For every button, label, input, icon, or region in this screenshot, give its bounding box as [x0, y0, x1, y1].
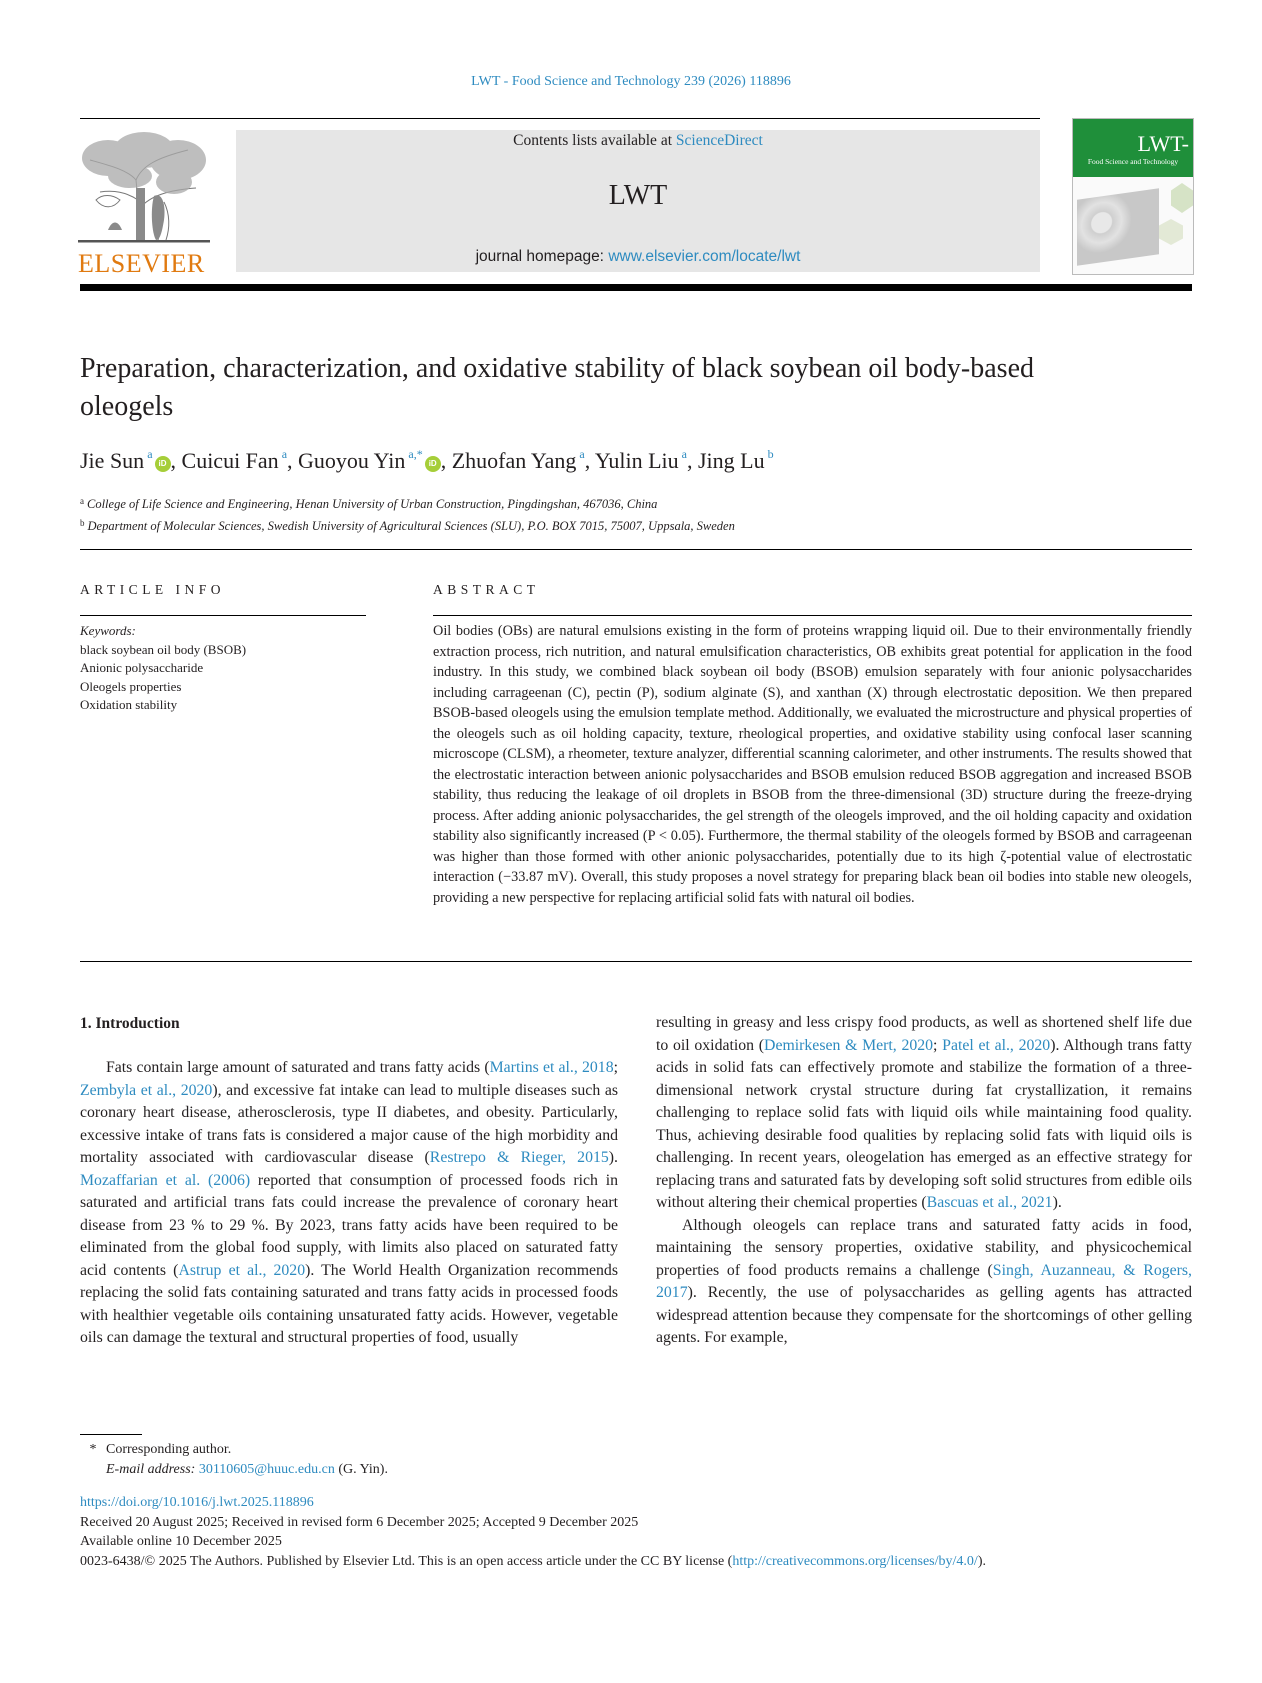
affiliation-marker[interactable]: a — [281, 447, 288, 461]
contents-line — [236, 132, 1040, 150]
keyword: Oxidation stability — [80, 697, 178, 712]
author-name[interactable]: Zhuofan Yang — [451, 448, 577, 473]
author[interactable] — [80, 448, 171, 473]
affiliation-marker[interactable]: a — [579, 447, 585, 461]
paragraph: Although oleogels can replace trans and saturated fatty acids in food, maintaining the sensory properties, oxidative stability, and physicochemical properties of food products remains a challenge (Singh, Auzanneau, & Rogers, 2017). Recently, the use of polysaccharides as gelling agents has attracted widespread attention because they compensate for the shortcomings of other gelling agents. For example, — [656, 1216, 1193, 1346]
body-column-left — [80, 1057, 618, 1350]
citation-link[interactable]: Zembyla et al., 2020 — [80, 1081, 213, 1099]
publication-info — [80, 1493, 986, 1571]
article-history: Received 20 August 2025; Received in revised form 6 December 2025; Accepted 9 December 2025 — [80, 1514, 639, 1530]
affiliation-marker[interactable]: b — [767, 447, 774, 461]
running-head[interactable]: LWT - Food Science and Technology 239 (2026) 118896 — [471, 74, 791, 89]
citation-link[interactable]: Restrepo & Rieger, 2015 — [429, 1149, 609, 1166]
article-info-heading: ARTICLE INFO — [80, 582, 226, 597]
affiliation — [80, 514, 735, 536]
elsevier-logo[interactable] — [78, 130, 210, 278]
citation-link[interactable]: Patel et al., 2020 — [942, 1036, 1051, 1054]
homepage-prefix: journal homepage: — [475, 248, 609, 265]
citation-link[interactable]: Demirkesen & Mert, 2020 — [764, 1036, 934, 1054]
author[interactable] — [595, 448, 687, 473]
affiliation-marker[interactable]: a — [681, 447, 687, 461]
corresponding-label: Corresponding author. — [106, 1442, 232, 1457]
journal-banner — [236, 130, 1040, 272]
section-heading-introduction: 1. Introduction — [80, 1015, 180, 1032]
corresponding-author-note — [80, 1440, 388, 1460]
orcid-icon[interactable]: iD — [155, 456, 171, 472]
email-label: E-mail address: — [106, 1462, 196, 1477]
elsevier-wordmark: ELSEVIER — [78, 249, 205, 278]
author[interactable] — [698, 448, 774, 473]
footnote-rule — [80, 1434, 142, 1435]
license-prefix: 0023-6438/© 2025 The Authors. Published by Elsevier Ltd. This is an open access article under the CC BY license ( — [80, 1553, 733, 1569]
keyword-list — [80, 641, 246, 715]
author-name[interactable]: Guoyou Yin — [298, 448, 406, 473]
article-info-rule — [80, 615, 366, 616]
homepage-line — [236, 248, 1040, 266]
separator: , — [170, 448, 182, 473]
author-name[interactable]: Yulin Liu — [594, 448, 679, 473]
email-note — [80, 1460, 388, 1480]
journal-name: LWT — [608, 180, 668, 211]
citation-link[interactable]: Martins et al., 2018 — [489, 1059, 614, 1076]
paragraph: Fats contain large amount of saturated and trans fatty acids (Martins et al., 2018; Zembyla et al., 2020), and excessive fat intake can lead to multiple diseases such as coronary heart disease, atherosclerosis, type II diabetes, and obesity. Particularly, excessive intake of trans fats is considered a major cause of the high morbidity and mortality associated with cardiovascular disease (Restrepo & Rieger, 2015). Mozaffarian et al. (2006) reported that consumption of processed foods rich in saturated and artificial trans fats could increase the prevalence of coronary heart disease from 23 % to 29 %. By 2023, trans fatty acids have been required to be eliminated from the global food supply, with limits also placed on saturated fatty acid contents (Astrup et al., 2020). The World Health Organization recommends replacing the solid fats containing saturated and trans fatty acids in processed foods with healthier vegetable oils containing unsaturated fatty acids. However, vegetable oils can damage the textural and structural properties of food, usually — [80, 1059, 618, 1346]
affiliation — [80, 492, 735, 514]
keyword: Anionic polysaccharide — [80, 660, 204, 675]
citation-link[interactable]: Astrup et al., 2020 — [178, 1261, 306, 1279]
author-name[interactable]: Jie Sun — [80, 448, 145, 473]
separator: , — [440, 448, 452, 473]
cover-image — [1077, 188, 1159, 266]
separator: , — [686, 448, 698, 473]
affiliation-mark: a — [80, 496, 84, 506]
article-title: Preparation, characterization, and oxidative stability of black soybean oil body-based oleogels — [80, 353, 1035, 422]
doi-link[interactable]: https://doi.org/10.1016/j.lwt.2025.118896 — [80, 1495, 314, 1510]
abstract-bottom-rule — [80, 961, 1192, 962]
affiliation-text: Department of Molecular Sciences, Swedish University of Agricultural Sciences (SLU), P.O. BOX 7015, 75007, Uppsala, Sweden — [87, 519, 735, 533]
author[interactable] — [182, 448, 288, 473]
license-link[interactable]: http://creativecommons.org/licenses/by/4.0/ — [732, 1553, 978, 1569]
keywords-label: Keywords: — [80, 623, 136, 638]
email-suffix: (G. Yin). — [334, 1462, 388, 1477]
journal-cover-thumbnail[interactable] — [1072, 118, 1194, 275]
citation-link[interactable]: Singh, Auzanneau, & Rogers, 2017 — [656, 1261, 1193, 1301]
author[interactable] — [452, 448, 585, 473]
abstract-heading: ABSTRACT — [433, 582, 540, 597]
body-column-right — [656, 1012, 1192, 1350]
available-online: Available online 10 December 2025 — [80, 1534, 282, 1549]
affiliations — [80, 492, 735, 536]
author-name[interactable]: Cuicui Fan — [181, 448, 279, 473]
paragraph: resulting in greasy and less crispy food products, as well as shortened shelf life due to oil oxidation (Demirkesen & Mert, 2020; Patel et al., 2020). Although trans fatty acids in solid fats can effectively promote and stabilize the formation of a three-dimensional network crystal structure during fat crystallization, it remains challenging to replace solid fats with liquid oils while maintaining food quality. Thus, achieving desirable food qualities by replacing solid fats with liquid oils is challenging. In recent years, oleogelation has emerged as an effective strategy for replacing trans and saturated fats by developing soft solid structures from edible oils without altering their chemical properties (Bascuas et al., 2021). — [656, 1014, 1192, 1211]
affiliation-marker[interactable]: a — [147, 447, 153, 461]
cover-hexagon-decoration — [1171, 183, 1193, 213]
abstract-rule — [433, 615, 1192, 616]
keywords-block — [80, 622, 246, 715]
footnote-star: * — [89, 1442, 97, 1457]
author[interactable] — [298, 448, 441, 473]
cover-title: LWT- — [1137, 131, 1189, 156]
keyword: Oleogels properties — [80, 678, 182, 694]
journal-homepage-link[interactable]: www.elsevier.com/locate/lwt — [608, 248, 801, 265]
abstract-text: Oil bodies (OBs) are natural emulsions existing in the form of proteins wrapping liquid oil. Due to their environmentally friendly extraction process, rich nutrition, and natural emulsification characteristics, OB exhibits great potential for application in the food industry. In this study, we combined black soybean oil body (BSOB) emulsion separately with four anionic polysaccharides including carrageenan (C), pectin (P), sodium alginate (S), and xanthan (X) through electrostatic deposition. We then prepared BSOB-based oleogels using the emulsion template method. Additionally, we evaluated the microstructure and physical properties of the oleogels such as oil holding capacity, texture, rheological properties, and oxidative stability using confocal laser scanning microscope (CLSM), a rheometer, texture analyzer, differential scanning calorimeter, and other instruments. The results showed that the electrostatic interaction between anionic polysaccharides and BSOB emulsion reduced BSOB aggregation and increased BSOB stability, thus reducing the leakage of oil droplets in BSOB from the three-dimensional (3D) structure during the freeze-drying process. After adding anionic polysaccharides, the gel strength of the oleogels improved, and the oil holding capacity and oxidation stability also significantly increased (P < 0.05). Furthermore, the thermal stability of the oleogels formed by BSOB and carrageenan was higher than those formed with other anionic polysaccharides, potentially due to its high ζ-potential value of electrostatic interaction (−33.87 mV). Overall, this study proposes a novel strategy for preparing black bean oil bodies into stable new oleogels, providing a new perspective for replacing artificial solid fats with natural oil bodies. — [433, 623, 1192, 906]
author-name[interactable]: Jing Lu — [697, 448, 765, 473]
footnotes — [80, 1440, 388, 1480]
author-list — [80, 447, 774, 474]
email-link[interactable]: 30110605@huuc.edu.cn — [198, 1462, 335, 1477]
affiliation-text: College of Life Science and Engineering, Henan University of Urban Construction, Pingdingshan, 467036, China — [87, 497, 658, 511]
affiliation-rule — [80, 549, 1192, 550]
orcid-icon[interactable]: iD — [425, 456, 441, 472]
header-thick-rule — [80, 284, 1192, 291]
separator: , — [584, 448, 595, 473]
citation-link[interactable]: Mozaffarian et al. (2006) — [80, 1171, 251, 1189]
cover-hexagon-decoration — [1159, 219, 1183, 245]
citation-link[interactable]: Bascuas et al., 2021 — [926, 1194, 1053, 1211]
header-rule — [80, 118, 1040, 119]
cover-subtitle: Food Science and Technology — [1087, 157, 1179, 166]
license-suffix: ). — [977, 1553, 986, 1569]
keyword: black soybean oil body (BSOB) — [80, 641, 247, 657]
affiliation-marker[interactable]: a,* — [408, 447, 423, 461]
license-line — [80, 1552, 986, 1572]
affiliation-mark: b — [80, 518, 85, 528]
separator: , — [287, 448, 299, 473]
contents-prefix: Contents lists available at — [513, 132, 676, 149]
sciencedirect-link[interactable]: ScienceDirect — [675, 132, 763, 149]
elsevier-tree-icon — [78, 130, 210, 248]
